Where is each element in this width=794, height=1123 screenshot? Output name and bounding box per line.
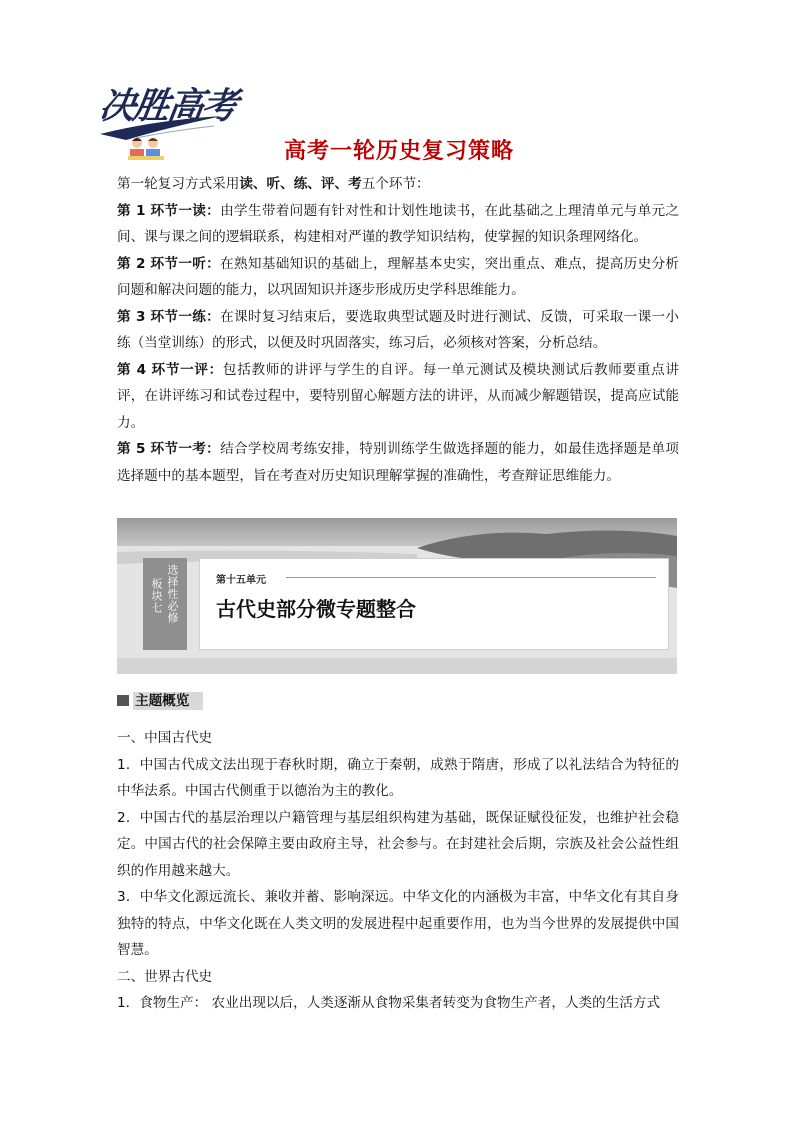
intro-pre: 第一轮复习方式采用 [117, 176, 240, 192]
step-label: 第 5 环节一考： [117, 441, 221, 457]
module-tag [143, 558, 187, 650]
section-header-label: 主题概览 [135, 693, 190, 709]
intro-paragraph [117, 171, 679, 198]
step-label: 第 2 环节一听： [117, 255, 221, 272]
step-paragraph [117, 251, 679, 304]
step-label: 第 1 环节一读： [117, 202, 221, 219]
step-text: 包括教师的讲评与学生的自评。每一单元测试及模块测试后教师要重点讲评，在讲评练习和试卷过程中，要特别留心解题方法的讲评，从而减少解题错误，提高应试能力。 [117, 361, 679, 431]
step-label: 第 3 环节一练： [117, 308, 221, 325]
page-title: 高考一轮历史复习策略 [283, 139, 514, 164]
list-item: 1．中国古代成文法出现于春秋时期，确立于秦朝，成熟于隋唐，形成了以礼法结合为特征的中华法系。中国古代侧重于以德治为主的教化。 [117, 756, 679, 799]
step-text: 结合学校周考练安排，特别训练学生做选择题的能力，如最佳选择题是单项选择题中的基本题型，旨在考查对历史知识理解掌握的准确性，考查辩证思维能力。 [117, 441, 679, 484]
step-text: 在课时复习结束后，要选取典型试题及时进行测试、反馈，可采取一课一小练（当堂训练）的形式，以便及时巩固落实，练习后，必须核对答案，分析总结。 [117, 308, 679, 351]
section-marker-icon [117, 695, 129, 706]
module-tag-left: 板块七 [150, 578, 163, 614]
banner-card [199, 558, 669, 650]
step-text: 由学生带着问题有针对性和计划性地读书，在此基础之上理清单元与单元之间、课与课之间的逻辑联系，构建相对严谨的教学知识结构，使掌握的知识条理网络化。 [117, 202, 679, 245]
list-item: 3．中华文化源远流长、兼收并蓄、影响深远。中华文化的内涵极为丰富，中华文化有其自身独特的特点，中华文化既在人类文明的发展进程中起重要作用，也为当今世界的发展提供中国智慧。 [117, 889, 679, 958]
intro-post: 五个环节： [361, 176, 430, 192]
step-paragraph [117, 436, 679, 489]
china-heading: 一、中国古代史 [117, 730, 213, 746]
section-header [117, 690, 201, 712]
strategy-section [117, 171, 679, 489]
step-paragraph [117, 304, 679, 357]
world-heading: 二、世界古代史 [117, 968, 213, 985]
step-label: 第 4 环节一评： [117, 361, 223, 378]
unit-banner [117, 518, 677, 674]
list-item: 1．食物生产： 农业出现以后，人类逐渐从食物采集者转变为食物生产者，人类的生活方式 [117, 995, 661, 1011]
step-text: 在熟知基础知识的基础上，理解基本史实，突出重点、难点，提高历史分析问题和解决问题的能力，以巩固知识并逐步形成历史学科思维能力。 [117, 255, 679, 298]
step-paragraph [117, 198, 679, 251]
unit-divider [286, 577, 656, 578]
unit-title: 古代史部分微专题整合 [216, 597, 416, 621]
unit-label: 第十五单元 [216, 575, 266, 586]
overview-section [117, 725, 679, 1017]
list-item: 2．中国古代的基层治理以户籍管理与基层组织构建为基础，既保证赋役征发，也维护社会稳定。中国古代的社会保障主要由政府主导，社会参与。在封建社会后期，宗族及社会公益性组织的作用越来越大。 [117, 809, 679, 879]
logo-text: 决胜高考 [96, 85, 239, 127]
intro-bold: 读、听、练、评、考 [239, 176, 362, 192]
module-tag-right: 选择性必修 [166, 564, 179, 624]
step-paragraph [117, 357, 679, 437]
